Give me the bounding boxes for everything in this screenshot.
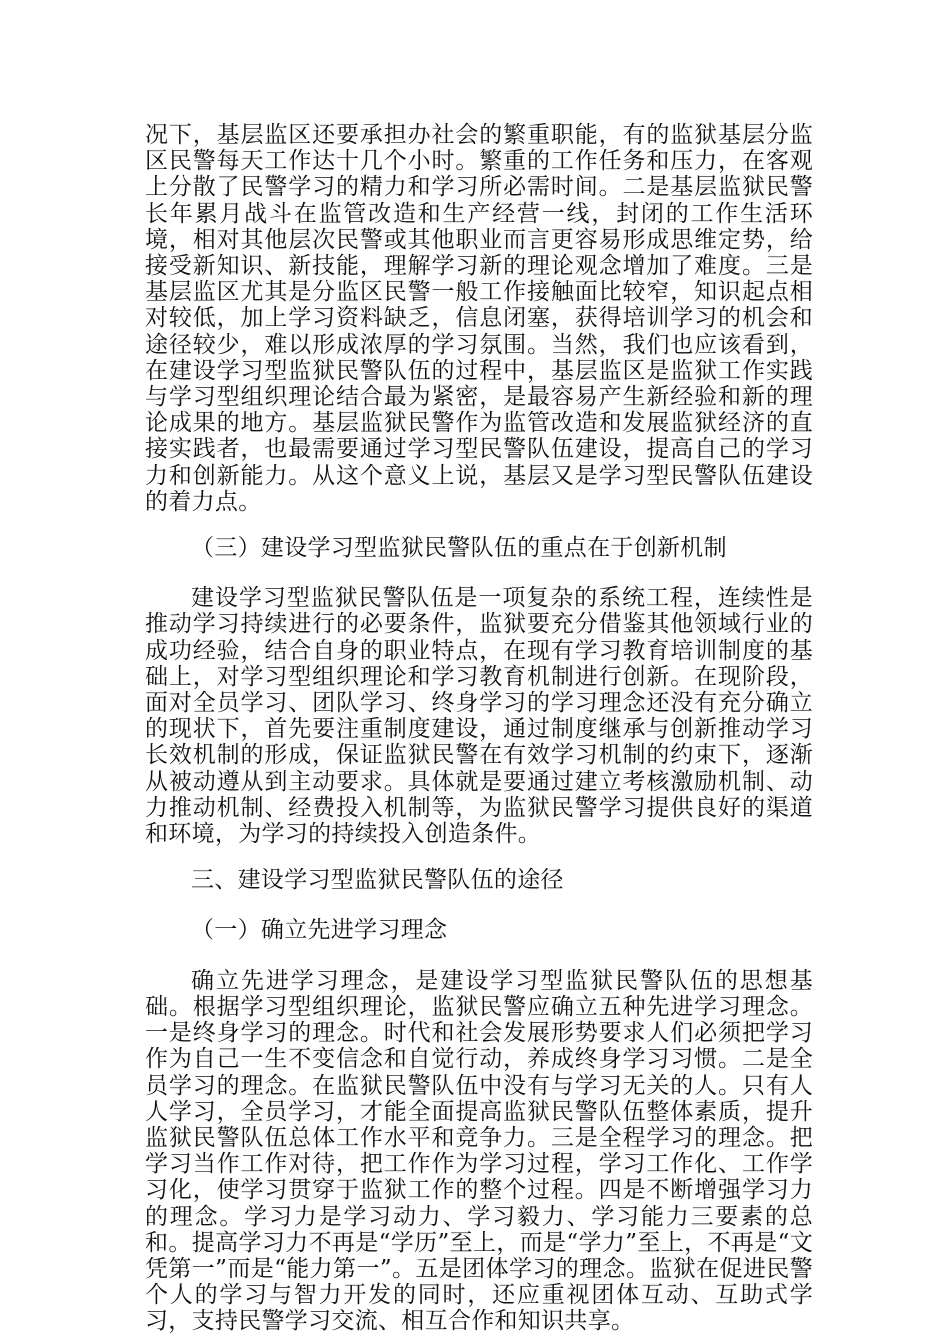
subheading-innovation-mechanism: （三）建设学习型监狱民警队伍的重点在于创新机制 [191, 535, 727, 562]
spacer [145, 944, 813, 968]
spacer [145, 561, 813, 585]
spacer [145, 847, 813, 867]
spacer [145, 893, 813, 917]
body-paragraph-continuation: 况下，基层监区还要承担办社会的繁重职能，有的监狱基层分监区民警每天工作达十几个小时。繁重的工作任务和压力，在客观上分散了民警学习的精力和学习所必需时间。二是基层监狱民警长年累月战斗在监管改造和生产经营一线，封闭的工作生活环境，相对其他层次民警或其他职业而言更容易形成思维定势，给接受新知识、新技能，理解学习新的理论观念增加了难度。三是基层监区尤其是分监区民警一般工作接触面比较窄，知识起点相对较低，加上学习资料缺乏，信息闭塞，获得培训学习的机会和途径较少，难以形成浓厚的学习氛围。当然，我们也应该看到，在建设学习型监狱民警队伍的过程中，基层监区是监狱工作实践与学习型组织理论结合最为紧密，是最容易产生新经验和新的理论成果的地方。基层监狱民警作为监管改造和发展监狱经济的直接实践者，也最需要通过学习型民警队伍建设，提高自己的学习力和创新能力。从这个意义上说，基层又是学习型民警队伍建设的着力点。 [145, 122, 813, 515]
document-page [145, 122, 813, 1335]
body-paragraph-mechanism: 建设学习型监狱民警队伍是一项复杂的系统工程，连续性是推动学习持续进行的必要条件，监狱要充分借鉴其他领域行业的成功经验，结合自身的职业特点，在现有学习教育培训制度的基础上，对学习型组织理论和学习教育机制进行创新。在现阶段，面对全员学习、团队学习、终身学习的学习理念还没有充分确立的现状下，首先要注重制度建设，通过制度继承与创新推动学习长效机制的形成，保证监狱民警在有效学习机制的约束下，逐渐从被动遵从到主动要求。具体就是要通过建立考核激励机制、动力推动机制、经费投入机制等，为监狱民警学习提供良好的渠道和环境，为学习的持续投入创造条件。 [145, 585, 813, 848]
section-heading-approaches: 三、建设学习型监狱民警队伍的途径 [191, 867, 564, 894]
body-paragraph-learning-concepts: 确立先进学习理念，是建设学习型监狱民警队伍的思想基础。根据学习型组织理论，监狱民警应确立五种先进学习理念。一是终身学习的理念。时代和社会发展形势要求人们必须把学习作为自己一生不变信念和自觉行动，养成终身学习习惯。二是全员学习的理念。在监狱民警队伍中没有与学习无关的人。只有人人学习，全员学习，才能全面提高监狱民警队伍整体素质，提升监狱民警队伍总体工作水平和竞争力。三是全程学习的理念。把学习当作工作对待，把工作作为学习过程，学习工作化、工作学习化，使学习贯穿于监狱工作的整个过程。四是不断增强学习力的理念。学习力是学习动力、学习毅力、学习能力三要素的总和。提高学习力不再是“学历”至上，而是“学力”至上，不再是“文凭第一”而是“能力第一”。五是团体学习的理念。监狱在促进民警个人的学习与智力开发的同时，还应重视团体互动、互助式学习，支持民警学习交流、相互合作和知识共享。 [145, 967, 813, 1335]
spacer [145, 515, 813, 535]
subheading-learning-concepts: （一）确立先进学习理念 [191, 917, 448, 944]
